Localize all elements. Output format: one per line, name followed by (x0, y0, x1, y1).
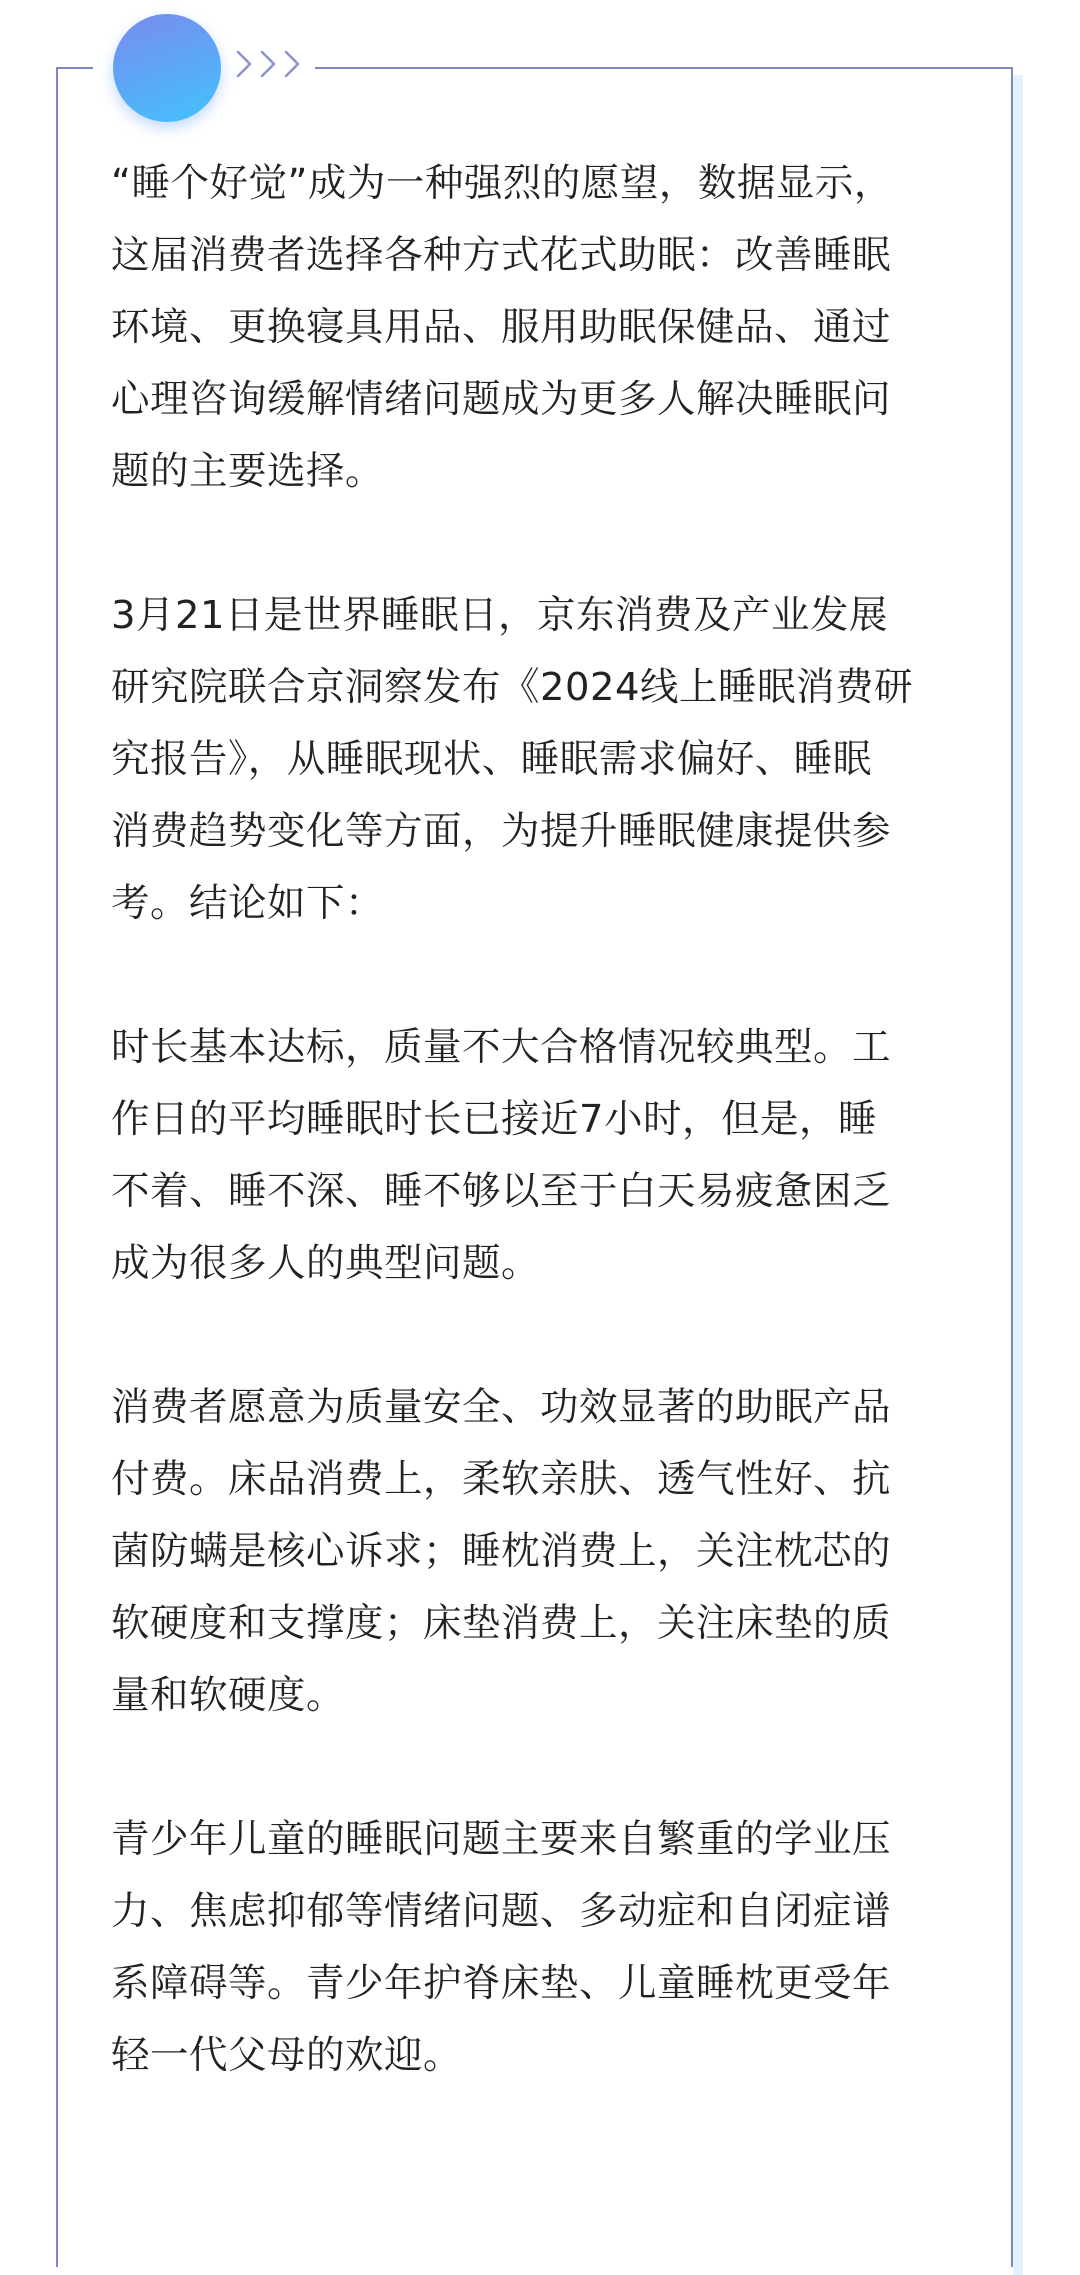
paragraph-report: 3月21日是世界睡眠日，京东消费及产业发展 研究院联合京洞察发布《2024线上睡眠消费研 究报告》，从睡眠现状、睡眠需求偏好、睡眠 消费趋势变化等方面，为提升睡眠健康提供参 考。结论如下： (111, 593, 913, 926)
paragraph-intro: “睡个好觉”成为一种强烈的愿望，数据显示， 这届消费者选择各种方式花式助眠：改善睡眠 环境、更换寝具用品、服用助眠保健品、通过 心理咨询缓解情绪问题成为更多人解决睡眠问 题的主要选择。 (111, 161, 893, 494)
chevron-right-icon (235, 49, 253, 79)
frame-shadow (1013, 75, 1023, 2275)
paragraph-youth: 青少年儿童的睡眠问题主要来自繁重的学业压 力、焦虑抑郁等情绪问题、多动症和自闭症谱 系障碍等。青少年护脊床垫、儿童睡枕更受年 轻一代父母的欢迎。 (111, 1817, 892, 2078)
chevron-right-icon (283, 49, 301, 79)
paragraph-consumers: 消费者愿意为质量安全、功效显著的助眠产品 付费。床品消费上，柔软亲肤、透气性好、抗 菌防螨是核心诉求；睡枕消费上，关注枕芯的 软硬度和支撑度；床垫消费上，关注床垫的质 量和软硬度。 (111, 1385, 892, 1718)
triple-chevron-icon (235, 49, 301, 89)
gradient-circle-icon (113, 14, 221, 122)
chevron-right-icon (259, 49, 277, 79)
paragraph-duration: 时长基本达标，质量不大合格情况较典型。工 作日的平均睡眠时长已接近7小时，但是，睡 不着、睡不深、睡不够以至于白天易疲惫困乏 成为很多人的典型问题。 (111, 1025, 892, 1286)
article-body (111, 148, 961, 2092)
